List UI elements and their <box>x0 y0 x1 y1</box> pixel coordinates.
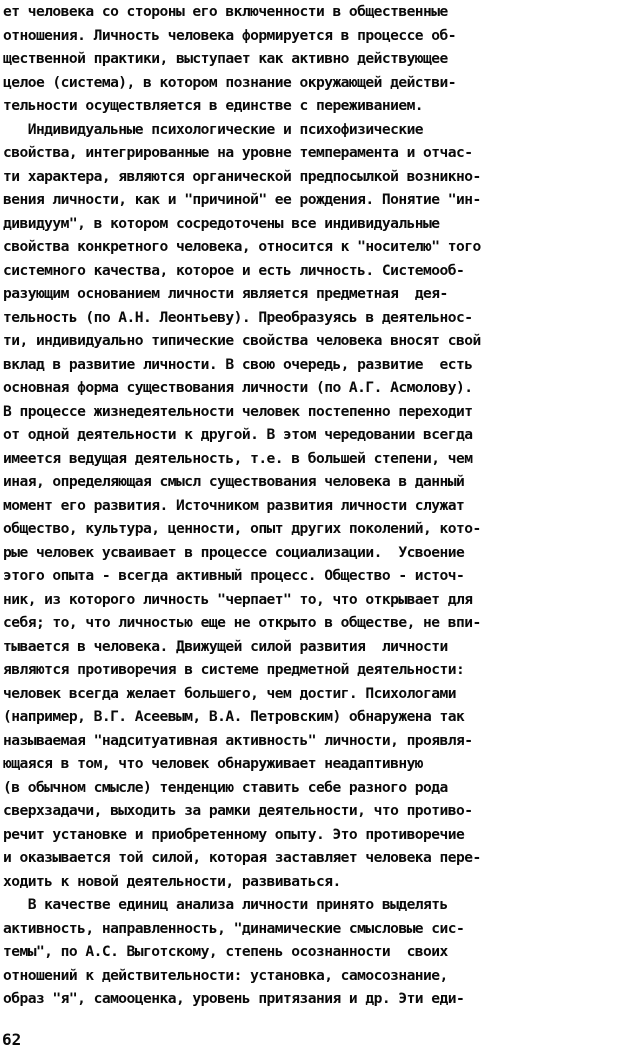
text-line: свойства конкретного человека, относится к "носителю" того <box>3 238 481 255</box>
text-line: ющаяся в том, что человек обнаруживает неадаптивную <box>3 755 424 772</box>
text-line: отношения. Личность человека формируется в процессе об- <box>3 26 456 44</box>
text-line: тывается в человека. Движущей силой развития личности <box>3 637 448 655</box>
text-line: вклад в развитие личности. В свою очередь, развитие есть <box>3 355 473 373</box>
text-line: речит установке и приобретенному опыту. Это противоречие <box>3 825 465 843</box>
text-line: этого опыта - всегда активный процесс. Общество - источ- <box>3 567 465 584</box>
text-line: Индивидуальные психологические и психофизические <box>3 120 424 138</box>
text-line: общество, культура, ценности, опыт других поколений, кото- <box>3 520 481 537</box>
text-line: В качестве единиц анализа личности принято выделять <box>3 896 448 913</box>
text-line: активность, направленность, "динамические смысловые сис- <box>3 919 465 937</box>
text-line: свойства, интегрированные на уровне темперамента и отчас- <box>3 144 473 161</box>
page-number: 62 <box>2 1030 22 1049</box>
text-line: (в обычном смысле) тенденцию ставить себе разного рода <box>3 778 448 796</box>
text-line: имеется ведущая деятельность, т.е. в большей степени, чем <box>3 449 473 467</box>
text-line: тельность (по А.Н. Леонтьеву). Преобразуясь в деятельнос- <box>3 308 473 326</box>
text-line: ходить к новой деятельности, развиваться. <box>3 872 341 890</box>
text-line: и оказывается той силой, которая заставляет человека пере- <box>3 849 481 866</box>
text-line: ет человека со стороны его включенности в общественные <box>3 3 448 20</box>
text-line: разующим основанием личности является предметная дея- <box>3 285 448 302</box>
text-line: образ "я", самооценка, уровень притязания и др. Эти еди- <box>3 990 465 1007</box>
text-line: вения личности, как и "причиной" ее рождения. Понятие "ин- <box>3 191 481 208</box>
text-line: от одной деятельности к другой. В этом чередовании всегда <box>3 426 473 443</box>
text-line: ти характера, являются органической предпосылкой возникно- <box>3 167 481 185</box>
text-line: момент его развития. Источником развития личности служат <box>3 496 465 514</box>
body-text <box>3 0 615 1011</box>
text-line: (например, В.Г. Асеевым, В.А. Петровским) обнаружена так <box>3 708 465 725</box>
text-line: В процессе жизнедеятельности человек постепенно переходит <box>3 402 473 420</box>
text-line: щественной практики, выступает как активно действующее <box>3 50 448 67</box>
text-line: являются противоречия в системе предметной деятельности: <box>3 661 465 678</box>
text-line: человек всегда желает большего, чем достиг. Психологами <box>3 684 456 702</box>
text-line: иная, определяющая смысл существования человека в данный <box>3 473 465 490</box>
text-line: отношений к действительности: установка, самосознание, <box>3 966 448 984</box>
text-line: тельности осуществляется в единстве с переживанием. <box>3 97 424 114</box>
text-line: основная форма существования личности (по А.Г. Асмолову). <box>3 379 473 396</box>
text-line: себя; то, что личностью еще не открыто в обществе, не впи- <box>3 614 481 631</box>
text-line: системного качества, которое и есть личность. Системооб- <box>3 261 465 279</box>
text-line: целое (система), в котором познание окружающей действи- <box>3 73 456 91</box>
text-line: ник, из которого личность "черпает" то, что открывает для <box>3 590 473 608</box>
text-line: темы", по А.С. Выготскому, степень осознанности своих <box>3 943 448 960</box>
text-line: называемая "надситуативная активность" личности, проявля- <box>3 731 473 749</box>
text-line: сверхзадачи, выходить за рамки деятельности, что противо- <box>3 802 473 819</box>
text-line: ти, индивидуально типические свойства человека вносят свой <box>3 332 481 349</box>
text-line: рые человек усваивает в процессе социализации. Усвоение <box>3 543 465 561</box>
text-line: дивидуум", в котором сосредоточены все индивидуальные <box>3 214 440 232</box>
